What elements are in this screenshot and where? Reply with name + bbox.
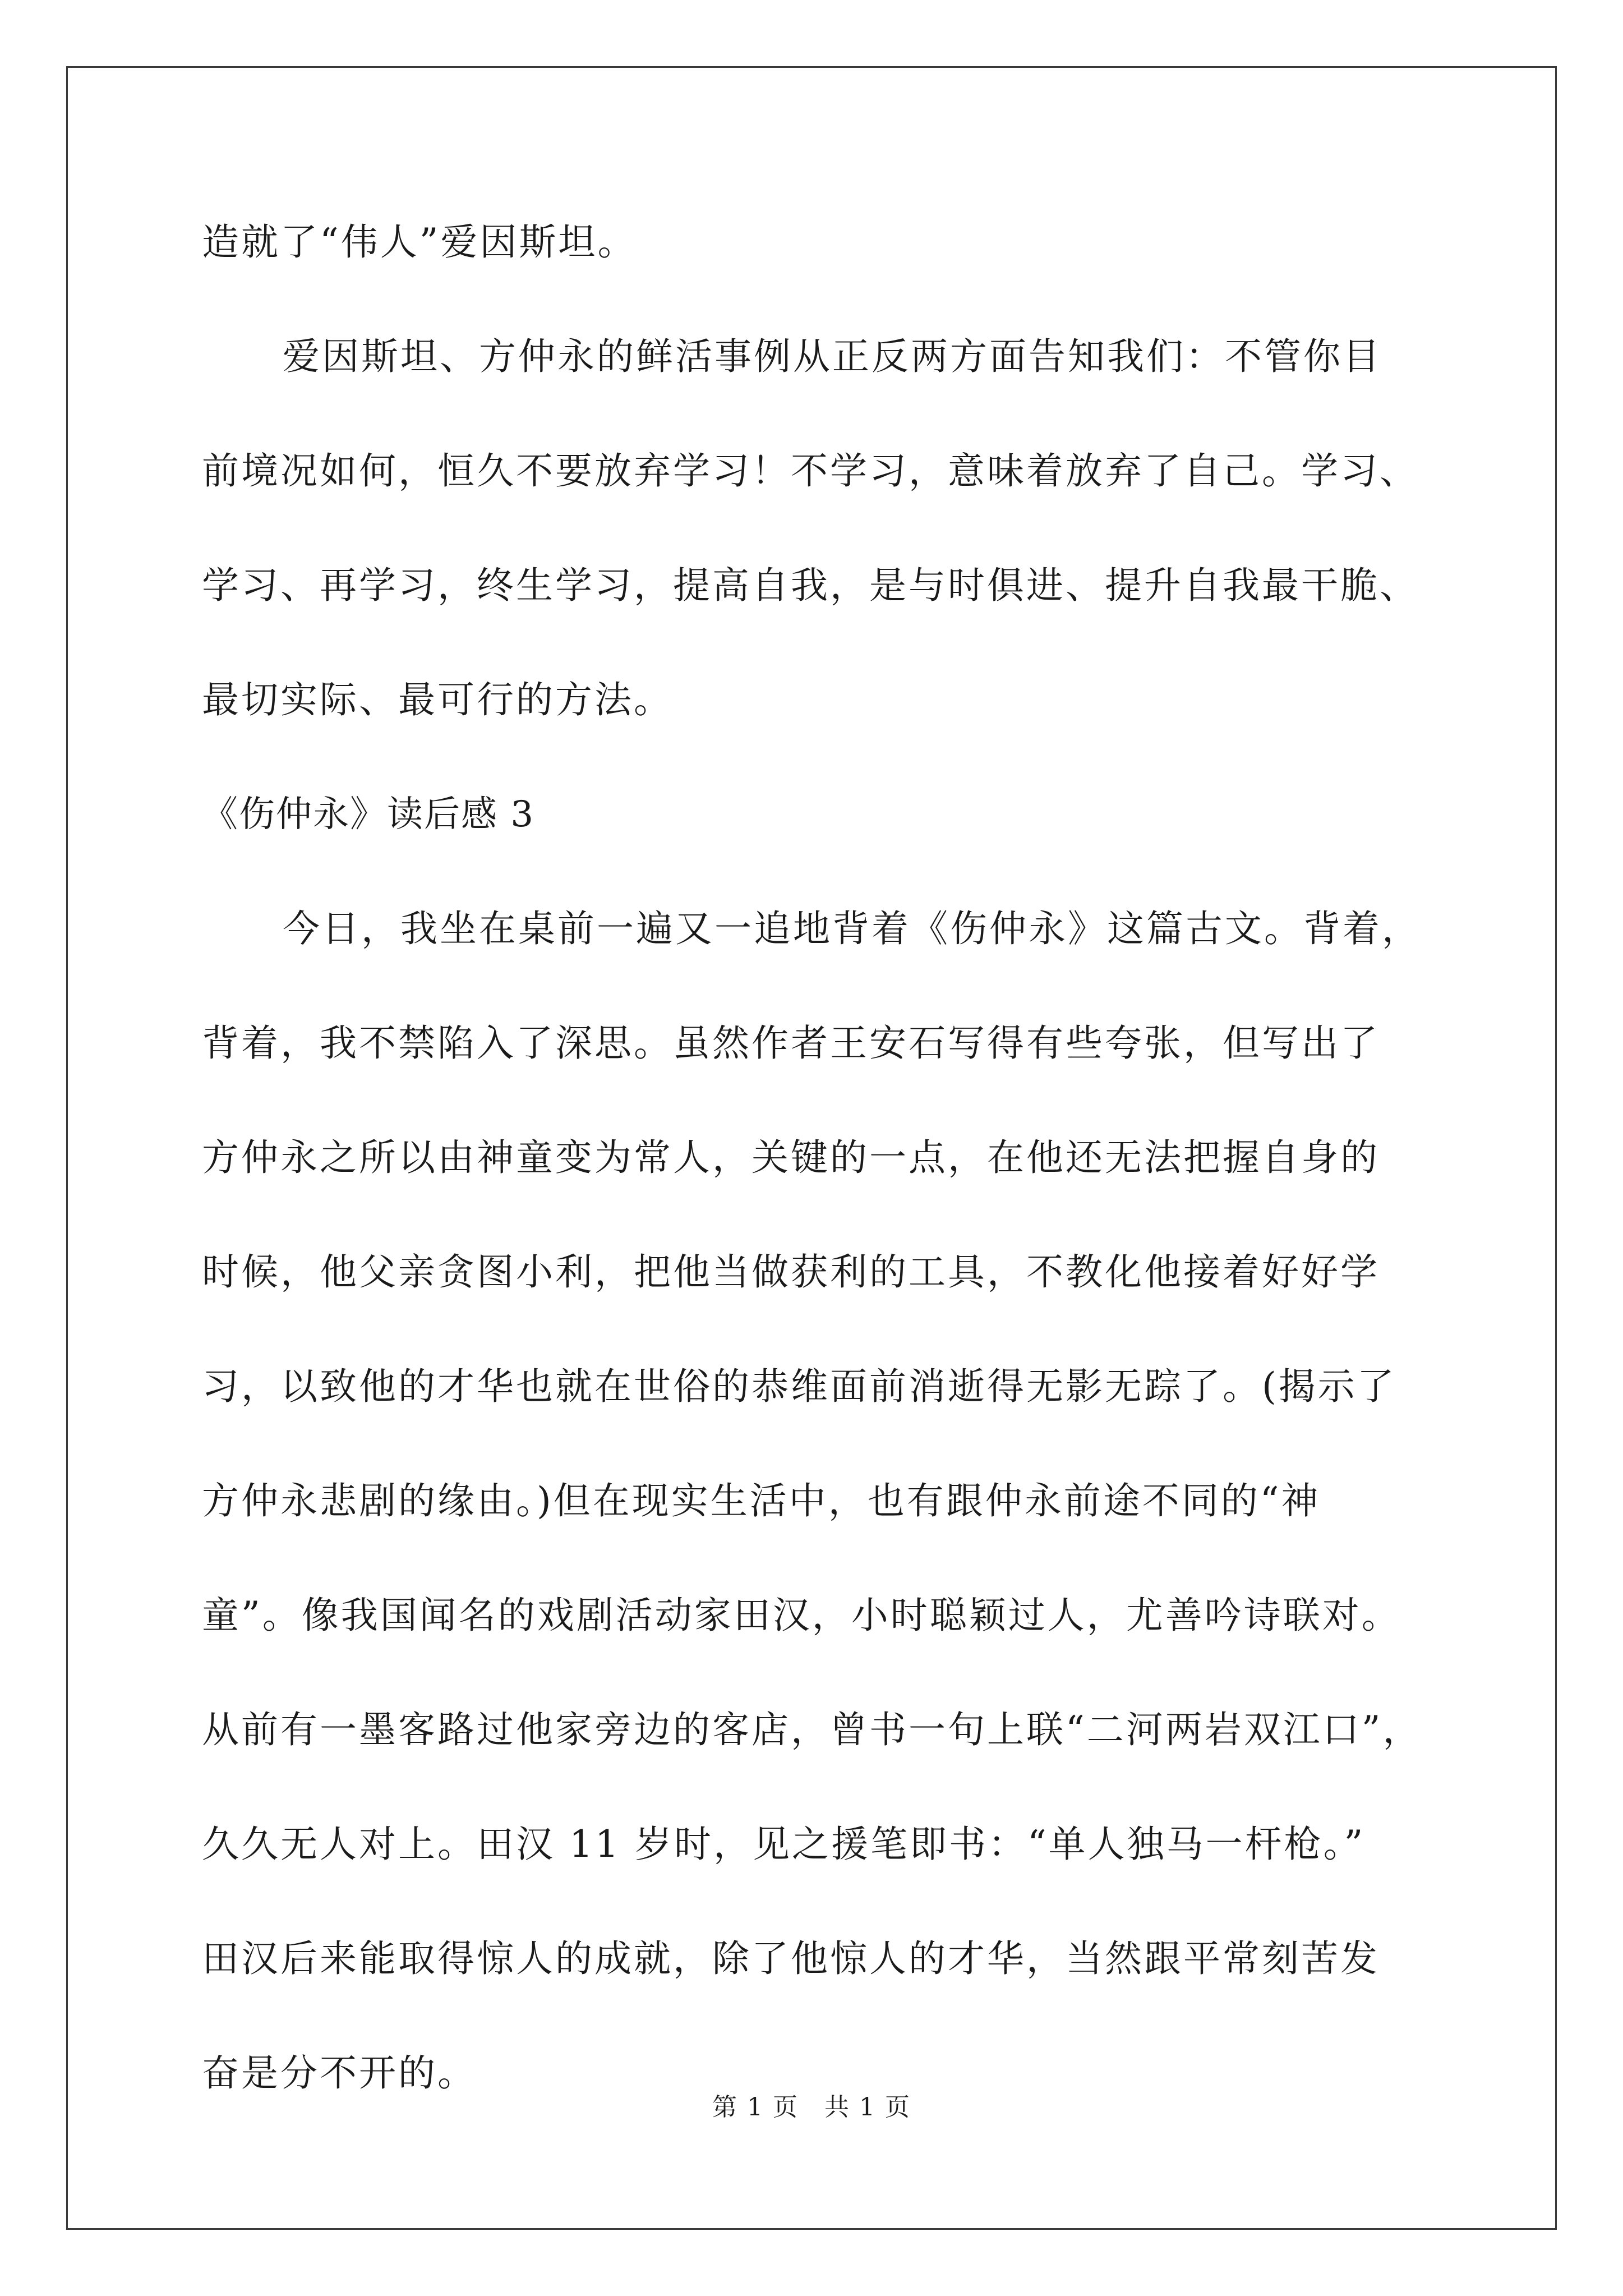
text-line: 前境况如何，恒久不要放弃学习！不学习，意味着放弃了自己。学习、 [202,449,1419,493]
text-line: 童”。像我国闻名的戏剧活动家田汉，小时聪颖过人，尤善吟诗联对。 [202,1594,1401,1637]
text-line: 造就了“伟人”爱因斯坦。 [202,220,637,264]
text-line: 方仲永悲剧的缘由。)但在现实生活中，也有跟仲永前途不同的“神 [202,1479,1321,1522]
text-line: 习，以致他的才华也就在世俗的恭维面前消逝得无影无踪了。(揭示了 [202,1365,1396,1408]
text-line: 久久无人对上。田汉 11 岁时，见之援笔即书：“单人独马一杆枪。” [202,1823,1366,1866]
page-number-footer: 第 1 页 共 1 页 [712,2093,911,2122]
section-heading: 《伤仲永》读后感 3 [202,794,535,835]
text-line: 时候，他父亲贪图小利，把他当做获利的工具，不教化他接着好好学 [202,1250,1380,1294]
text-line: 方仲永之所以由神童变为常人，关键的一点，在他还无法把握自身的 [202,1136,1380,1179]
paragraph-start-line: 今日，我坐在桌前一遍又一追地背着《伤仲永》这篇古文。背着， [283,907,1421,950]
text-line: 奋是分不开的。 [202,2051,477,2095]
text-line: 最切实际、最可行的方法。 [202,678,673,721]
document-body [202,185,1503,2131]
text-line: 田汉后来能取得惊人的成就，除了他惊人的才华，当然跟平常刻苦发 [202,1937,1380,1980]
text-line: 背着，我不禁陷入了深思。虽然作者王安石写得有些夸张，但写出了 [202,1022,1380,1065]
text-line: 从前有一墨客路过他家旁边的客店，曾书一句上联“二河两岩双江口”， [202,1708,1422,1751]
paragraph-start-line: 爱因斯坦、方仲永的鲜活事例从正反两方面告知我们：不管你目 [283,335,1382,378]
text-line: 学习、再学习，终生学习，提高自我，是与时俱进、提升自我最干脆、 [202,564,1419,607]
